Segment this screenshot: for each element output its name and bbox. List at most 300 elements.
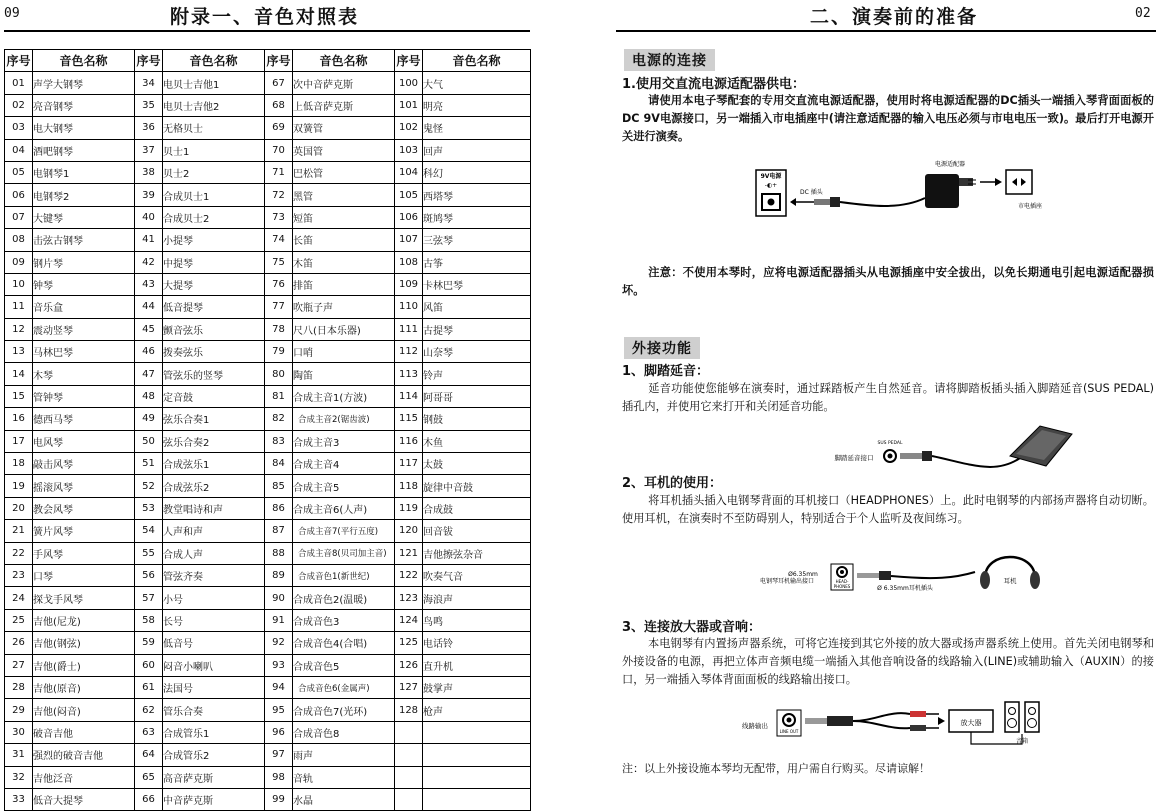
tone-name: 三弦琴 [423,229,531,251]
tone-name: 电话铃 [423,632,531,654]
tone-name: 回声 [423,139,531,161]
tone-name: 震动竖琴 [33,318,135,340]
tone-name: 吉他(原音) [33,676,135,698]
tone-number: 120 [395,520,423,542]
headphones-paragraph: 将耳机插头插入电钢琴背面的耳机接口（HEADPHONES）上。此时电钢琴的内部扬声器将自动切断。使用耳机，在演奏时不至防碍别人，特别适合于个人监听及夜间练习。 [622,494,1154,525]
tone-name: 排笛 [293,273,395,295]
tone-number: 86 [265,497,293,519]
tone-name: 合成主音7(平行五度) [293,520,395,542]
tone-number: 45 [135,318,163,340]
table-row [5,117,531,139]
tone-number: 114 [395,385,423,407]
headphone-jack-label: 电钢琴耳机输出接口 [759,578,815,585]
panel-label-2: PHONES [833,584,851,589]
headphone-plug [857,573,879,578]
tone-name: 弦乐合奏2 [163,430,265,452]
tone-number: 47 [135,363,163,385]
tone-number: 81 [265,385,293,407]
tone-number: 61 [135,676,163,698]
speaker-wire [971,732,1022,744]
tone-number: 42 [135,251,163,273]
tone-name: 合成贝士1 [163,184,265,206]
tone-name: 小提琴 [163,229,265,251]
tone-number: 59 [135,632,163,654]
tone-number: 07 [5,206,33,228]
tone-number: 26 [5,632,33,654]
tone-number: 70 [265,139,293,161]
tone-number: 27 [5,654,33,676]
tone-number: 119 [395,497,423,519]
header-number: 序号 [5,50,33,72]
tone-number: 15 [5,385,33,407]
subheading-adapter: 1.使用交直流电源适配器供电： [622,77,805,92]
tone-name: 强烈的破音吉他 [33,744,135,766]
tone-number: 113 [395,363,423,385]
tone-name: 贝士1 [163,139,265,161]
tone-name: 弦乐合奏1 [163,408,265,430]
tone-name: 合成鼓 [423,497,531,519]
tone-name: 定音鼓 [163,385,265,407]
table-row [5,385,531,407]
tone-name: 电贝士吉他2 [163,94,265,116]
header-number: 序号 [265,50,293,72]
tone-number: 111 [395,318,423,340]
table-row [5,251,531,273]
tone-name: 鬼怪 [423,117,531,139]
tone-number: 46 [135,341,163,363]
tone-name: 钟琴 [33,273,135,295]
headphone-plug-label: Ø 6.35mm耳机插头 [877,585,933,592]
table-row [5,184,531,206]
tone-name: 声学大钢琴 [33,72,135,94]
tone-name: 合成音色4(合唱) [293,632,395,654]
table-row [5,497,531,519]
tone-number: 28 [5,676,33,698]
arrow-right-icon [995,178,1002,186]
rca-plug-white [910,725,926,731]
socket-label: 市电插座 [1017,203,1043,210]
tone-number: 63 [135,721,163,743]
panel-label-1: HEAD- [835,579,849,584]
tone-number: 101 [395,94,423,116]
tone-number: 12 [5,318,33,340]
tone-name: 斑鸠琴 [423,206,531,228]
tone-number: 33 [5,788,33,810]
tone-number: 99 [265,788,293,810]
tone-name: 贝士2 [163,161,265,183]
tone-name: 口琴 [33,564,135,586]
tone-name [423,788,531,810]
tone-number: 17 [5,430,33,452]
tone-number: 51 [135,453,163,475]
tone-number: 117 [395,453,423,475]
tone-name: 教会风琴 [33,497,135,519]
table-row [5,318,531,340]
table-row [5,699,531,721]
tone-name: 电大钢琴 [33,117,135,139]
table-row [5,453,531,475]
left-page [0,0,540,808]
title-rule [4,30,530,32]
tone-name: 海浪声 [423,587,531,609]
tone-name: 木笛 [293,251,395,273]
title-rule [616,30,1156,32]
tone-name: 教堂唱诗和声 [163,497,265,519]
tone-number: 48 [135,385,163,407]
tone-name: 科幻 [423,161,531,183]
tone-number: 30 [5,721,33,743]
tone-name: 破音吉他 [33,721,135,743]
tone-number: 112 [395,341,423,363]
tone-name: 大提琴 [163,273,265,295]
tone-name: 巴松管 [293,161,395,183]
tone-number: 55 [135,542,163,564]
power-adapter-icon [925,174,959,208]
page-number: 02 [1135,6,1151,21]
tone-name: 人声和声 [163,520,265,542]
tone-name: 合成管乐2 [163,744,265,766]
subheading-pedal: 1、脚踏延音： [622,364,710,379]
tone-number: 69 [265,117,293,139]
pedal-paragraph: 延音功能使您能够在演奏时，通过踩踏板产生自然延音。请将脚踏板插头插入脚踏延音(SUS PEDAL)插孔内，并使用它来打开和关闭延音功能。 [622,382,1154,413]
tone-name: 手风琴 [33,542,135,564]
dc-jack-hole-icon [768,199,775,206]
tone-name: 西塔琴 [423,184,531,206]
tone-number: 38 [135,161,163,183]
tone-name: 电风琴 [33,430,135,452]
tone-name: 马林巴琴 [33,341,135,363]
tone-number: 76 [265,273,293,295]
header-name: 音色名称 [293,50,395,72]
tone-number: 08 [5,229,33,251]
tone-name: 吉他泛音 [33,766,135,788]
subheading-amplifier: 3、连接放大器或音响： [622,620,762,635]
tone-number: 85 [265,475,293,497]
tone-number: 03 [5,117,33,139]
table-row [5,139,531,161]
header-name: 音色名称 [423,50,531,72]
tone-name: 吉他(闷音) [33,699,135,721]
tone-name: 古筝 [423,251,531,273]
tone-table [4,49,531,811]
page-number: 09 [4,6,20,21]
tone-name: 合成主音1(方波) [293,385,395,407]
table-row [5,744,531,766]
tone-name: 太鼓 [423,453,531,475]
tone-name: 鸟鸣 [423,609,531,631]
tone-name: 直升机 [423,654,531,676]
tone-number: 60 [135,654,163,676]
tone-name: 钢片琴 [33,251,135,273]
tone-name: 合成音色5 [293,654,395,676]
tone-number: 09 [5,251,33,273]
amplifier-diagram [725,700,1085,752]
tone-name: 合成音色3 [293,609,395,631]
tone-name: 吉他(尼龙) [33,609,135,631]
speaker-label: 音箱 [1015,738,1029,745]
tone-number: 23 [5,564,33,586]
arrow-right-icon [938,717,945,725]
tone-number: 37 [135,139,163,161]
table-row [5,296,531,318]
table-row [5,609,531,631]
tone-number: 107 [395,229,423,251]
tone-name: 摇滚风琴 [33,475,135,497]
tone-number: 110 [395,296,423,318]
tone-number: 95 [265,699,293,721]
tone-number: 54 [135,520,163,542]
tone-number: 89 [265,564,293,586]
power-diagram [750,158,1070,238]
pedal-diagram [820,420,1080,480]
tone-name: 大键琴 [33,206,135,228]
tone-name: 合成弦乐2 [163,475,265,497]
tone-name: 阿哥哥 [423,385,531,407]
tone-name: 德西马琴 [33,408,135,430]
tone-name: 尺八(日本乐器) [293,318,395,340]
tone-name: 小号 [163,587,265,609]
tone-number: 123 [395,587,423,609]
tone-number: 65 [135,766,163,788]
tone-number: 40 [135,206,163,228]
tone-name: 雨声 [293,744,395,766]
tone-number: 44 [135,296,163,318]
tone-number: 104 [395,161,423,183]
table-row [5,766,531,788]
tone-name: 亮音钢琴 [33,94,135,116]
adapter-label: 电源适配器 [934,161,966,168]
tone-number: 73 [265,206,293,228]
tone-name: 卡林巴琴 [423,273,531,295]
tone-name: 敲击风琴 [33,453,135,475]
tone-number: 83 [265,430,293,452]
header-name: 音色名称 [163,50,265,72]
tone-number: 49 [135,408,163,430]
tone-name: 颤音弦乐 [163,318,265,340]
tone-number: 116 [395,430,423,452]
tone-name: 吉他(爵士) [33,654,135,676]
tone-name: 吉他(钢弦) [33,632,135,654]
tone-name: 双簧管 [293,117,395,139]
tone-name: 吹瓶子声 [293,296,395,318]
tone-number: 74 [265,229,293,251]
tone-number: 121 [395,542,423,564]
tone-number: 126 [395,654,423,676]
tone-number: 02 [5,94,33,116]
tone-number: 52 [135,475,163,497]
tone-number: 98 [265,766,293,788]
page-title: 附录一、音色对照表 [170,6,360,28]
tone-name: 合成主音6(人声) [293,497,395,519]
tone-name: 木琴 [33,363,135,385]
tone-number: 80 [265,363,293,385]
tone-number: 72 [265,184,293,206]
tone-name: 大气 [423,72,531,94]
dc-plug [814,199,830,205]
tone-name: 法国号 [163,676,265,698]
tone-number: 18 [5,453,33,475]
tone-number: 90 [265,587,293,609]
tone-number: 36 [135,117,163,139]
tone-number [395,744,423,766]
tone-name: 管乐合奏 [163,699,265,721]
table-row [5,72,531,94]
tone-name: 英国管 [293,139,395,161]
rca-plug-red [910,711,926,717]
tone-number: 29 [5,699,33,721]
tone-number: 50 [135,430,163,452]
section-heading-power: 电源的连接 [624,49,715,71]
tone-number: 124 [395,609,423,631]
tone-number: 67 [265,72,293,94]
tone-number: 66 [135,788,163,810]
tone-number: 14 [5,363,33,385]
tone-name: 合成音色6(金属声) [293,676,395,698]
tone-number: 64 [135,744,163,766]
tone-number: 13 [5,341,33,363]
audio-cable [853,713,910,721]
tone-number: 78 [265,318,293,340]
table-row [5,564,531,586]
tone-number: 11 [5,296,33,318]
tone-number: 128 [395,699,423,721]
tone-name: 回音钹 [423,520,531,542]
tone-name: 次中音萨克斯 [293,72,395,94]
tone-name: 合成贝士2 [163,206,265,228]
tone-number: 127 [395,676,423,698]
tone-name: 电贝士吉他1 [163,72,265,94]
tone-name: 合成主音5 [293,475,395,497]
table-row [5,654,531,676]
tone-number: 93 [265,654,293,676]
tone-number: 22 [5,542,33,564]
tone-name: 合成音色7(光环) [293,699,395,721]
table-row [5,542,531,564]
table-row [5,408,531,430]
dc-plug-label: DC 插头 [800,189,823,196]
tone-number: 102 [395,117,423,139]
tone-name: 合成主音3 [293,430,395,452]
amplifier-label: 放大器 [960,719,982,727]
tone-name: 吹奏气音 [423,564,531,586]
tone-name: 探戈手风琴 [33,587,135,609]
page-title: 二、演奏前的准备 [810,6,979,28]
sus-pedal-small-label: SUS PEDAL [877,441,903,446]
line-out-small-label: LINE OUT [779,729,799,734]
table-row [5,229,531,251]
tone-number: 16 [5,408,33,430]
table-row [5,430,531,452]
tone-number: 84 [265,453,293,475]
tone-number: 62 [135,699,163,721]
tone-name [423,744,531,766]
tone-name: 口哨 [293,341,395,363]
tone-name: 铃声 [423,363,531,385]
tone-name: 合成人声 [163,542,265,564]
tone-number: 01 [5,72,33,94]
table-row [5,587,531,609]
tone-number: 05 [5,161,33,183]
tone-number: 20 [5,497,33,519]
tone-name [423,766,531,788]
tone-name: 水晶 [293,788,395,810]
right-page [600,0,1158,778]
tone-number: 39 [135,184,163,206]
tone-number: 57 [135,587,163,609]
tone-name: 簧片风琴 [33,520,135,542]
tone-number: 10 [5,273,33,295]
tone-name: 吉他擦弦杂音 [423,542,531,564]
tone-name [423,721,531,743]
tone-number: 96 [265,721,293,743]
tone-number: 125 [395,632,423,654]
table-row [5,341,531,363]
tone-name: 音轨 [293,766,395,788]
adapter-cable [840,198,925,206]
amplifier-paragraph: 本电钢琴有内置扬声器系统，可将它连接到其它外接的放大器或扬声器系统上使用。首先关闭电钢琴和外接设备的电源，再把立体声音频电缆一端插入其他音响设备的线路输入(LINE)或辅助输入（AUXIN）的接口，另一端插入琴体背面面板的线路输出接口。 [622,637,1154,686]
tone-name: 中提琴 [163,251,265,273]
power-paragraph: 请使用本电子琴配套的专用交直流电源适配器，使用时将电源适配器的DC插头一端插入琴背面面板的DC 9V电源接口，另一端插入市电插座中(请注意适配器的输入电压必须与市电电压一致)。最后打开电源开关进行演奏。 [622,94,1154,143]
table-row [5,676,531,698]
tone-number: 97 [265,744,293,766]
tone-name: 陶笛 [293,363,395,385]
tone-name: 电钢琴1 [33,161,135,183]
tone-number [395,721,423,743]
headphones-icon [985,557,1035,578]
tone-number: 21 [5,520,33,542]
tone-number: 75 [265,251,293,273]
tone-number: 43 [135,273,163,295]
tone-number: 88 [265,542,293,564]
tone-name: 山奈琴 [423,341,531,363]
table-row [5,721,531,743]
tone-table-header [5,50,531,72]
tone-number: 109 [395,273,423,295]
table-row [5,94,531,116]
tone-name: 管弦齐奏 [163,564,265,586]
tone-number: 35 [135,94,163,116]
table-row [5,161,531,183]
tone-number: 118 [395,475,423,497]
tone-number: 122 [395,564,423,586]
tone-name: 枪声 [423,699,531,721]
tone-number: 115 [395,408,423,430]
tone-name: 电钢琴2 [33,184,135,206]
tone-name: 击弦古钢琴 [33,229,135,251]
tone-number: 94 [265,676,293,698]
tone-number: 19 [5,475,33,497]
tone-name: 合成主音2(锯齿波) [293,408,395,430]
tone-number: 71 [265,161,293,183]
arrow-left-icon [790,198,796,206]
tone-name: 低音提琴 [163,296,265,318]
tone-name: 低音大提琴 [33,788,135,810]
tone-name: 明亮 [423,94,531,116]
table-row [5,788,531,810]
tone-name: 长号 [163,609,265,631]
tone-name: 管弦乐的竖琴 [163,363,265,385]
tone-name: 鼓掌声 [423,676,531,698]
table-row [5,206,531,228]
tone-number: 06 [5,184,33,206]
tone-number: 68 [265,94,293,116]
tone-name: 木鱼 [423,430,531,452]
tone-number [395,766,423,788]
tone-name: 管钟琴 [33,385,135,407]
tone-number: 77 [265,296,293,318]
line-out-label: 线路输出 [742,722,768,730]
tone-name: 闷音小喇叭 [163,654,265,676]
